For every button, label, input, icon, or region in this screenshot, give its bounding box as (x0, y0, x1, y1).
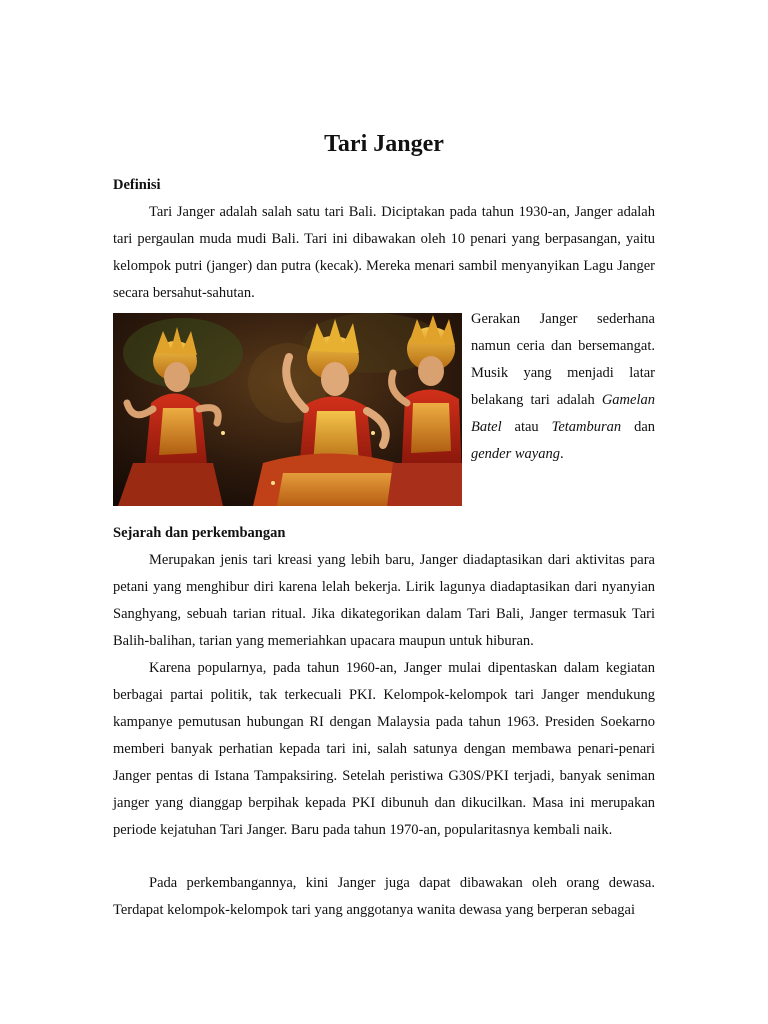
side-italic-gender: gender wayang (471, 446, 560, 462)
history-paragraph-3: Pada perkembangannya, kini Janger juga dapat dibawakan oleh orang dewasa. Terdapat kelompok-kelompok tari yang anggotanya wanita dewasa yang berperan sebagai (113, 875, 655, 918)
section-heading-definisi: Definisi (113, 177, 161, 193)
side-text-2: atau (501, 419, 552, 435)
side-paragraph (471, 306, 655, 468)
side-italic-tetamburan: Tetamburan (551, 419, 622, 435)
side-text-3: dan (621, 419, 656, 435)
history-paragraph-2: Karena popularnya, pada tahun 1960-an, Janger mulai dipentaskan dalam kegiatan berbagai partai politik, tak terkecuali PKI. Kelompok-kelompok tari Janger mendukung kampanye pemutusan hubungan RI dengan Malaysia pada tahun 1963. Presiden Soekarno memberi banyak perhatian kepada tari ini, salah satunya dengan membawa penari-penari Janger pentas di Istana Tampaksiring. Setelah peristiwa G30S/PKI terjadi, banyak seniman janger yang dianggap berpihak kepada PKI dibunuh dan dikucilkan. Masa ini merupakan periode kejatuhan Tari Janger. Baru pada tahun 1970-an, popularitasnya kembali naik. (113, 660, 655, 838)
section-heading-sejarah: Sejarah dan perkembangan (113, 525, 286, 541)
side-italic-gamelan: Gamelan Batel (471, 392, 655, 435)
page-title: Tari Janger (324, 131, 444, 157)
history-paragraph-1: Merupakan jenis tari kreasi yang lebih baru, Janger diadaptasikan dari aktivitas para petani yang menghibur diri karena lelah bekerja. Lirik lagunya diadaptasikan dari nyanyian Sanghyang, sebuah tarian ritual. Jika dikategorikan dalam Tari Bali, Janger termasuk Tari Balih-balihan, tarian yang memeriahkan upacara maupun untuk hiburan. (113, 552, 655, 649)
definition-paragraph: Tari Janger adalah salah satu tari Bali. Diciptakan pada tahun 1930-an, Janger adalah tari pergaulan muda mudi Bali. Tari ini dibawakan oleh 10 penari yang berpasangan, yaitu kelompok putri (janger) dan putra (kecak). Mereka menari sambil menyanyikan Lagu Janger secara bersahut-sahutan. (113, 204, 655, 301)
janger-dancers-photo (113, 313, 462, 506)
dancers-illustration (113, 313, 462, 506)
side-text-4: . (560, 446, 564, 462)
side-text-1: Gerakan Janger sederhana namun ceria dan bersemangat. Musik yang menjadi latar belakang tari adalah (471, 311, 655, 408)
